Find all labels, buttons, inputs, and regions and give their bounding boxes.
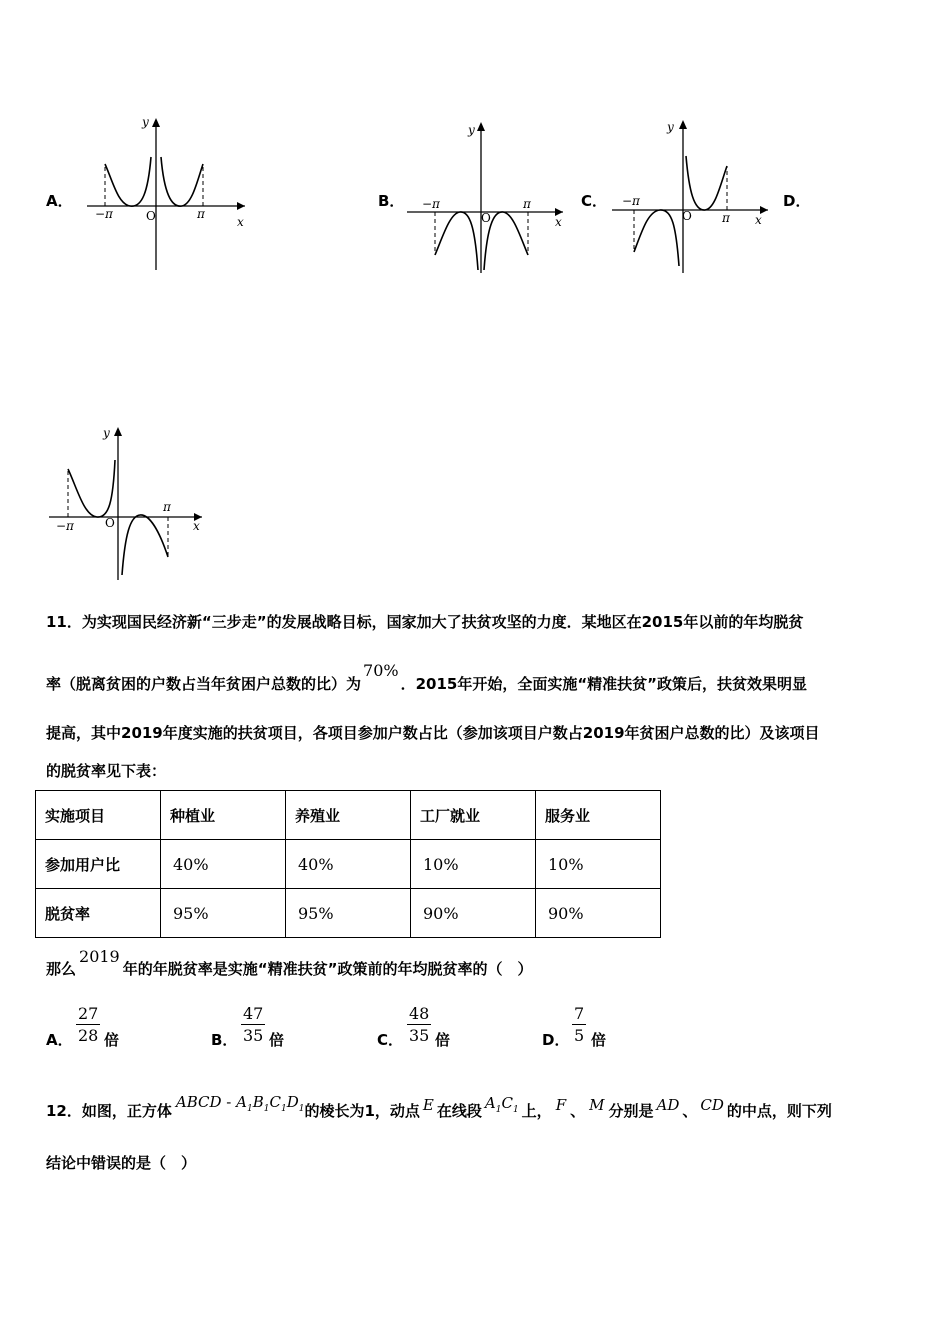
x-arrow-icon (237, 202, 245, 210)
denominator: 5 (574, 1026, 585, 1045)
origin-label: O (682, 209, 692, 223)
pi-label: π (722, 211, 730, 225)
curve-left (634, 210, 679, 266)
q12-lead: 12．如图，正方体 (46, 1102, 172, 1120)
pi-label: π (523, 197, 531, 211)
q11-rate: 70% (363, 661, 399, 680)
table-cell: 95% (161, 889, 286, 938)
numerator: 7 (574, 1004, 585, 1023)
subscript: 1 (263, 1104, 270, 1114)
poverty-table (35, 790, 661, 938)
graph-b (405, 118, 580, 283)
y-label: y (468, 123, 475, 137)
vertex-d1: D (286, 1093, 299, 1111)
x-label: x (237, 215, 244, 229)
q12-t1: 的棱长为1，动点 (304, 1102, 420, 1120)
q11-line1: 11．为实现国民经济新“三步走”的发展战略目标，国家加大了扶贫攻坚的力度．某地区在2015年以前的年均脱贫 (46, 613, 804, 631)
table-cell: 实施项目 (36, 791, 161, 840)
numerator: 48 (409, 1004, 430, 1023)
q12-cube-name (175, 1093, 305, 1114)
q12-line2: 结论中错误的是（ ） (46, 1154, 197, 1172)
q11-line4: 的脱贫率见下表： (46, 762, 167, 780)
table-cell: 脱贫率 (36, 889, 161, 938)
q12-t5: 的中点，则下列 (726, 1102, 832, 1120)
neg-pi-label: −π (622, 194, 640, 208)
table-cell: 90% (536, 889, 661, 938)
curve-left (68, 460, 115, 517)
option-a-label: A． (46, 192, 73, 210)
numerator: 27 (78, 1004, 99, 1023)
q12-t4: 分别是 (608, 1102, 654, 1120)
q11-question-b: 年的年脱贫率是实施“精准扶贫”政策前的年均脱贫率的（ ） (122, 960, 533, 978)
q12-t3: 上， (521, 1102, 552, 1120)
y-arrow-icon (679, 120, 687, 129)
q11-line3: 提高，其中2019年度实施的扶贫项目，各项目参加户数占比（参加该项目户数占2019年贫困户总数的比）及该项目 (46, 724, 820, 742)
subscript: 1 (280, 1104, 287, 1114)
q11-option-c-unit: 倍 (435, 1031, 451, 1049)
table-cell: 参加用户比 (36, 840, 161, 889)
y-arrow-icon (152, 118, 160, 127)
q11-option-d-unit: 倍 (591, 1031, 607, 1049)
y-arrow-icon (114, 427, 122, 436)
table-cell: 40% (286, 840, 411, 889)
origin-label: O (481, 211, 491, 225)
vertex-b1: B (252, 1093, 264, 1111)
neg-pi-label: −π (95, 207, 113, 221)
option-d-label: D． (783, 192, 811, 210)
y-arrow-icon (477, 122, 485, 131)
q11-option-d-label: D． (542, 1031, 570, 1049)
q12-t2: 在线段 (436, 1102, 482, 1120)
x-label: x (555, 215, 562, 229)
q12-cd: CD (700, 1096, 724, 1114)
vertex-a1: A (236, 1093, 247, 1111)
y-label: y (103, 426, 110, 440)
q11-year: 2019 (79, 947, 120, 966)
q11-option-b-fraction (241, 1004, 265, 1047)
table-cell: 工厂就业 (411, 791, 536, 840)
origin-label: O (105, 516, 115, 530)
q11-option-c-label: C． (377, 1031, 404, 1049)
q11-line2 (46, 661, 808, 694)
x-label: x (755, 213, 762, 227)
q11-option-b-label: B． (211, 1031, 238, 1049)
option-c-label: C． (581, 192, 608, 210)
q12-point-f: F (555, 1096, 567, 1114)
curve-left (105, 157, 151, 206)
graph-d (47, 423, 222, 588)
x-label: x (193, 519, 200, 533)
neg-pi-label: −π (56, 519, 74, 533)
cube-base: ABCD (175, 1093, 222, 1111)
q11-option-a-label: A． (46, 1031, 73, 1049)
q11-option-a-unit: 倍 (104, 1031, 120, 1049)
q12-sep2: 、 (682, 1102, 698, 1120)
graph-c-svg (610, 116, 785, 281)
table-cell: 40% (161, 840, 286, 889)
y-label: y (667, 120, 674, 134)
table-cell: 90% (411, 889, 536, 938)
table-row (36, 889, 661, 938)
graph-c (610, 116, 785, 281)
cube-dash: - (221, 1093, 237, 1111)
segment-c: C (501, 1094, 513, 1112)
subscript: 1 (495, 1105, 502, 1115)
q11-question (46, 947, 533, 979)
q11-option-a-fraction (76, 1004, 100, 1047)
subscript: 1 (246, 1104, 253, 1114)
pi-label: π (197, 207, 205, 221)
segment-a: A (484, 1094, 496, 1112)
q12-line1 (46, 1093, 832, 1123)
q12-point-e: E (422, 1096, 434, 1114)
curve-right (161, 157, 203, 206)
curve-left (435, 212, 478, 270)
table-cell: 服务业 (536, 791, 661, 840)
table-cell: 养殖业 (286, 791, 411, 840)
denominator: 35 (243, 1026, 264, 1045)
denominator: 35 (409, 1026, 430, 1045)
q11-question-a: 那么 (46, 960, 77, 978)
graph-b-svg (405, 118, 580, 283)
q11-option-b-unit: 倍 (269, 1031, 285, 1049)
denominator: 28 (78, 1026, 99, 1045)
graph-a-svg (85, 112, 265, 277)
subscript: 1 (298, 1104, 305, 1114)
y-label: y (142, 115, 149, 129)
q12-point-m: M (589, 1096, 605, 1114)
table-row (36, 840, 661, 889)
option-b-label: B． (378, 192, 405, 210)
q11-option-d-fraction (572, 1004, 586, 1047)
table-cell: 种植业 (161, 791, 286, 840)
table-cell: 10% (536, 840, 661, 889)
vertex-c1: C (269, 1093, 281, 1111)
graph-a (85, 112, 265, 277)
numerator: 47 (243, 1004, 264, 1023)
graph-d-svg (47, 423, 222, 588)
table-cell: 10% (411, 840, 536, 889)
q12-ad: AD (656, 1096, 680, 1114)
q12-segment (484, 1094, 519, 1115)
q11-line2-a: 率（脱离贫困的户数占当年贫困户总数的比）为 (46, 675, 362, 693)
q12-sep1: 、 (570, 1102, 586, 1120)
curve-right (122, 515, 168, 575)
table-header-row (36, 791, 661, 840)
table-cell: 95% (286, 889, 411, 938)
q11-line2-b: ．2015年开始，全面实施“精准扶贫”政策后，扶贫效果明显 (400, 675, 808, 693)
origin-label: O (146, 209, 156, 223)
q11-option-c-fraction (407, 1004, 431, 1047)
pi-label: π (163, 500, 171, 514)
subscript: 1 (512, 1105, 519, 1115)
curve-right (686, 156, 727, 210)
neg-pi-label: −π (422, 197, 440, 211)
